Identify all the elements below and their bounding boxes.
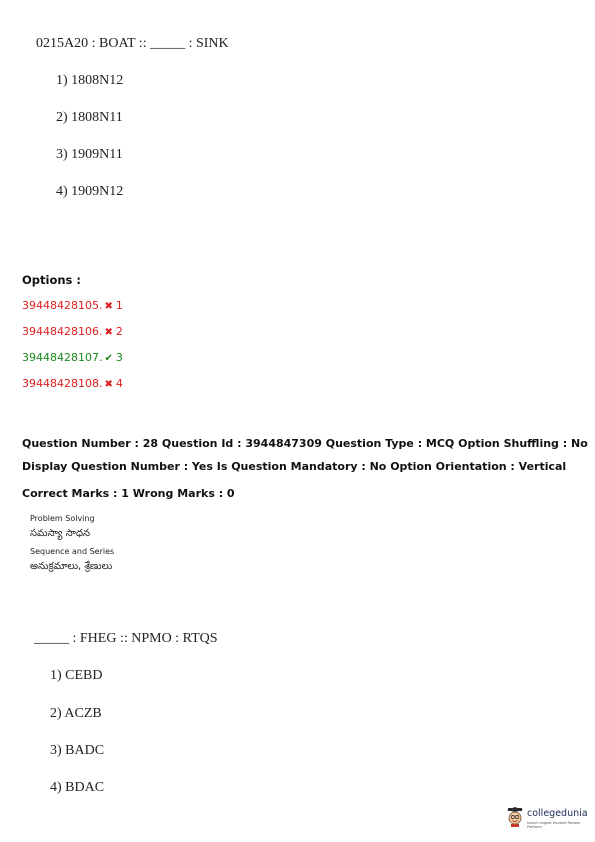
option-number: 4: [115, 377, 123, 390]
option-number: 1: [115, 299, 123, 312]
question-1-choice-3: 3) 1909N11: [56, 147, 123, 162]
question-2-choice-4: 4) BDAC: [50, 780, 105, 795]
option-id: 39448428107.: [22, 351, 103, 364]
topic-label: Problem Solving: [30, 514, 95, 523]
option-row-3: [22, 351, 123, 364]
topic-label-telugu: సమస్యా సాధన: [30, 528, 91, 539]
check-mark-icon: ✔: [104, 353, 113, 364]
question-1-stem: 0215A20 : BOAT :: _____ : SINK: [36, 36, 229, 51]
collegedunia-logo: [506, 806, 590, 830]
question-marks: Correct Marks : 1 Wrong Marks : 0: [22, 487, 235, 500]
subtopic-label-telugu: అనుక్రమాలు, శ్రేణులు: [30, 561, 113, 572]
question-meta-line-2: Display Question Number : Yes Is Question Mandatory : No Option Orientation : Vertical: [22, 460, 567, 473]
logo-wordmark: collegedunia: [527, 808, 588, 819]
question-1-choice-4: 4) 1909N12: [56, 184, 124, 199]
option-id: 39448428106.: [22, 325, 103, 338]
option-row-2: [22, 325, 123, 338]
question-meta-line-1: Question Number : 28 Question Id : 3944847309 Question Type : MCQ Option Shuffling : No: [22, 437, 588, 450]
wrong-mark-icon: ✖: [104, 327, 113, 338]
option-row-1: [22, 299, 123, 312]
wrong-mark-icon: ✖: [104, 379, 113, 390]
mascot-icon: [506, 807, 524, 827]
option-row-4: [22, 377, 123, 390]
logo-tagline: India's largest Student Review Platform: [527, 821, 581, 829]
question-1-choice-2: 2) 1808N11: [56, 110, 123, 125]
subtopic-label: Sequence and Series: [30, 547, 115, 556]
question-2-choice-3: 3) BADC: [50, 743, 105, 758]
option-id: 39448428105.: [22, 299, 103, 312]
question-2-choice-1: 1) CEBD: [50, 668, 103, 683]
option-id: 39448428108.: [22, 377, 103, 390]
question-2-choice-2: 2) ACZB: [50, 706, 102, 721]
option-number: 3: [115, 351, 123, 364]
wrong-mark-icon: ✖: [104, 301, 113, 312]
question-2-stem: _____ : FHEG :: NPMO : RTQS: [34, 631, 218, 646]
question-1-choice-1: 1) 1808N12: [56, 73, 124, 88]
option-number: 2: [115, 325, 123, 338]
options-heading: Options :: [22, 273, 81, 287]
